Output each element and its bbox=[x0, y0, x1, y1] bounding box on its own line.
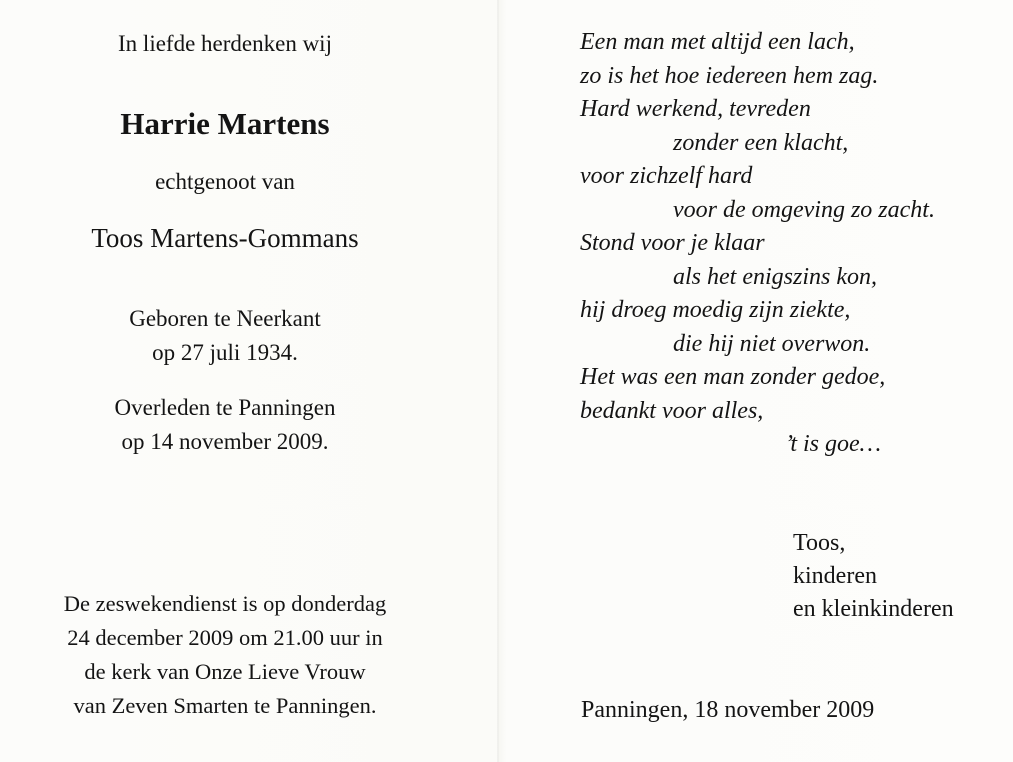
service-line: de kerk van Onze Lieve Vrouw bbox=[84, 659, 366, 684]
intro-text bbox=[0, 27, 450, 61]
poem-line: Het was een man zonder gedoe, bbox=[580, 364, 886, 390]
poem-line: zonder een klacht, bbox=[673, 129, 849, 156]
poem-line: zo is het hoe iedereen hem zag. bbox=[580, 62, 879, 89]
poem-line: als het enigszins kon, bbox=[673, 263, 877, 290]
death-info bbox=[0, 391, 450, 459]
service-line: De zeswekendienst is op donderdag bbox=[63, 591, 387, 616]
birth-date: op 27 juli 1934. bbox=[152, 340, 298, 365]
spouse-label bbox=[0, 165, 450, 199]
poem-line: ’t is goe… bbox=[785, 431, 881, 457]
deceased-name-text: Harrie Martens bbox=[120, 106, 330, 141]
intro-line: In liefde herdenken wij bbox=[118, 31, 332, 56]
service-announcement bbox=[0, 587, 450, 723]
poem-line: Een man met altijd een lach, bbox=[580, 29, 855, 55]
poem-line: Stond voor je klaar bbox=[580, 230, 765, 256]
death-place: Overleden te Panningen bbox=[114, 395, 336, 420]
place-and-date bbox=[581, 694, 874, 727]
signer-line: kinderen bbox=[793, 563, 877, 589]
spouse-name-text: Toos Martens-Gommans bbox=[91, 223, 359, 253]
poem-line: voor de omgeving zo zacht. bbox=[673, 196, 935, 223]
service-line: van Zeven Smarten te Panningen. bbox=[73, 693, 377, 718]
service-line: 24 december 2009 om 21.00 uur in bbox=[67, 625, 383, 650]
birth-info bbox=[0, 302, 450, 370]
signer-line: en kleinkinderen bbox=[793, 596, 954, 622]
poem-line: die hij niet overwon. bbox=[673, 330, 871, 357]
card-fold-line bbox=[497, 0, 499, 762]
signers bbox=[793, 527, 954, 626]
place-date-text: Panningen, 18 november 2009 bbox=[581, 697, 875, 723]
deceased-name bbox=[0, 104, 450, 144]
death-date: op 14 november 2009. bbox=[121, 429, 329, 454]
poem-line: voor zichzelf hard bbox=[580, 163, 753, 189]
spouse-label-text: echtgenoot van bbox=[155, 169, 295, 194]
spouse-name bbox=[0, 220, 450, 256]
memorial-poem bbox=[580, 26, 1000, 462]
poem-line: Hard werkend, tevreden bbox=[580, 96, 811, 122]
signer-line: Toos, bbox=[793, 530, 846, 556]
poem-line: hij droeg moedig zijn ziekte, bbox=[580, 297, 851, 323]
poem-line: bedankt voor alles, bbox=[580, 397, 764, 424]
birth-place: Geboren te Neerkant bbox=[129, 306, 321, 331]
